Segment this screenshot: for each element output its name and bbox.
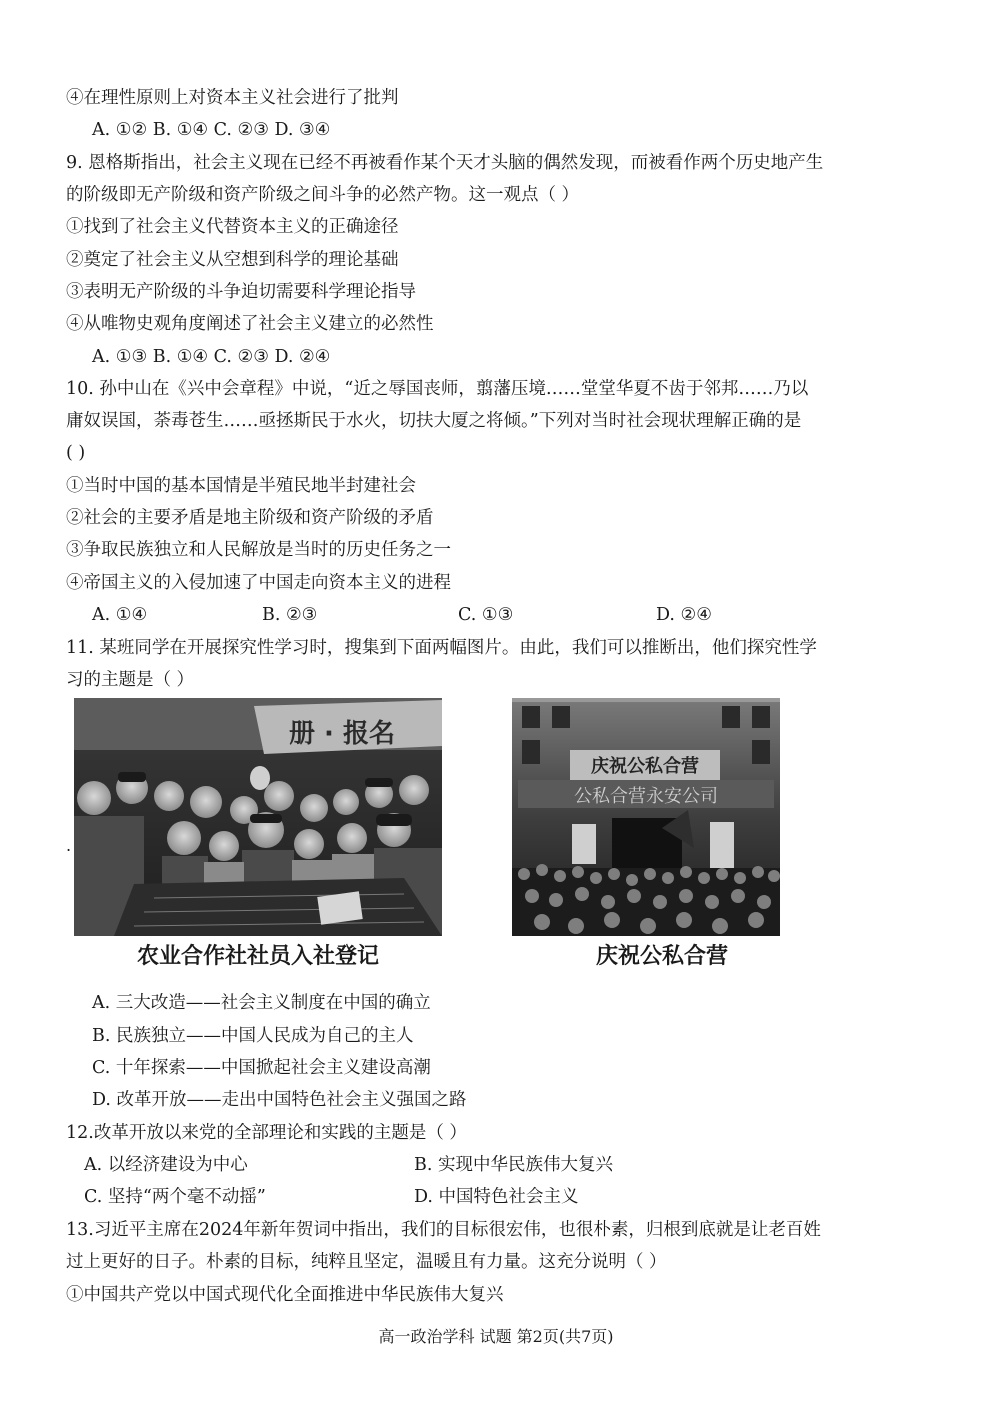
q11-option-d: D. 改革开放——走出中国特色社会主义强国之路 — [92, 1090, 467, 1110]
q9-item-4: ④从唯物史观角度阐述了社会主义建立的必然性 — [66, 314, 434, 334]
q13-item-1: ①中国共产党以中国式现代化全面推进中华民族伟大复兴 — [66, 1285, 504, 1305]
q10-stem-line2: 庸奴误国，荼毒苍生……亟拯斯民于水火，切扶大厦之将倾。”下列对当时社会现状理解正确的是 — [66, 411, 802, 431]
q9-item-1: ①找到了社会主义代替资本主义的正确途径 — [66, 217, 399, 237]
q9-stem-line1: 9. 恩格斯指出，社会主义现在已经不再被看作某个天才头脑的偶然发现，而被看作两个历史地产生 — [66, 153, 824, 173]
q13-stem-line2: 过上更好的日子。朴素的目标，纯粹且坚定，温暖且有力量。这充分说明（ ） — [66, 1252, 667, 1272]
photo-public-private-celebration-image — [512, 698, 780, 936]
page-footer: 高一政治学科 试题 第2页(共7页) — [378, 1327, 614, 1346]
q9-stem-line2: 的阶级即无产阶级和资产阶级之间斗争的必然产物。这一观点（ ） — [66, 185, 580, 205]
q10-item-3: ③争取民族独立和人民解放是当时的历史任务之一 — [66, 540, 451, 560]
q13-stem-line1: 13.习近平主席在2024年新年贺词中指出，我们的目标很宏伟，也很朴素，归根到底就是让老百姓 — [66, 1220, 821, 1240]
q10-stem-line3: ( ) — [66, 443, 86, 463]
photo1-banner-text: 册 · 报名 — [289, 719, 395, 749]
q12-option-b: B. 实现中华民族伟大复兴 — [414, 1155, 613, 1175]
photo2-banner-text: 庆祝公私合营 — [591, 756, 699, 777]
photo1-caption: 农业合作社社员入社登记 — [136, 944, 379, 969]
q10-item-1: ①当时中国的基本国情是半殖民地半封建社会 — [66, 476, 416, 496]
q10-option-a: A. ①④ — [92, 605, 148, 625]
photo2-store-sign: 公私合营永安公司 — [574, 786, 718, 807]
q12-option-c: C. 坚持“两个毫不动摇” — [84, 1187, 266, 1207]
q10-option-b: B. ②③ — [262, 605, 318, 625]
q10-stem-line1: 10. 孙中山在《兴中会章程》中说，“近之辱国丧师，翦藩压境……堂堂华夏不齿于邻邦……乃以 — [66, 379, 809, 399]
q11-option-b: B. 民族独立——中国人民成为自己的主人 — [92, 1026, 414, 1046]
stray-dot-marker: . — [66, 836, 72, 855]
q9-item-2: ②奠定了社会主义从空想到科学的理论基础 — [66, 250, 399, 270]
q8-item-4: ④在理性原则上对资本主义社会进行了批判 — [66, 88, 399, 108]
q11-stem-line2: 习的主题是（ ） — [66, 670, 195, 690]
photo-cooperative-registration — [74, 698, 442, 936]
q11-stem-line1: 11. 某班同学在开展探究性学习时，搜集到下面两幅图片。由此，我们可以推断出，他们探究性学 — [66, 638, 817, 658]
q10-item-4: ④帝国主义的入侵加速了中国走向资本主义的进程 — [66, 573, 451, 593]
q10-item-2: ②社会的主要矛盾是地主阶级和资产阶级的矛盾 — [66, 508, 434, 528]
q9-options: A. ①③ B. ①④ C. ②③ D. ②④ — [92, 347, 331, 367]
q9-item-3: ③表明无产阶级的斗争迫切需要科学理论指导 — [66, 282, 416, 302]
q10-option-d: D. ②④ — [656, 605, 712, 625]
q10-option-c: C. ①③ — [458, 605, 514, 625]
photo2-caption: 庆祝公私合营 — [595, 944, 728, 969]
q12-option-a: A. 以经济建设为中心 — [84, 1155, 248, 1175]
photo-cooperative-registration-image — [74, 698, 442, 936]
q12-option-d: D. 中国特色社会主义 — [414, 1187, 579, 1207]
q11-option-c: C. 十年探索——中国掀起社会主义建设高潮 — [92, 1058, 431, 1078]
q12-stem: 12.改革开放以来党的全部理论和实践的主题是（ ） — [66, 1123, 467, 1143]
q8-options: A. ①② B. ①④ C. ②③ D. ③④ — [92, 120, 331, 140]
photo-public-private-celebration — [512, 698, 780, 936]
q11-option-a: A. 三大改造——社会主义制度在中国的确立 — [92, 993, 431, 1013]
